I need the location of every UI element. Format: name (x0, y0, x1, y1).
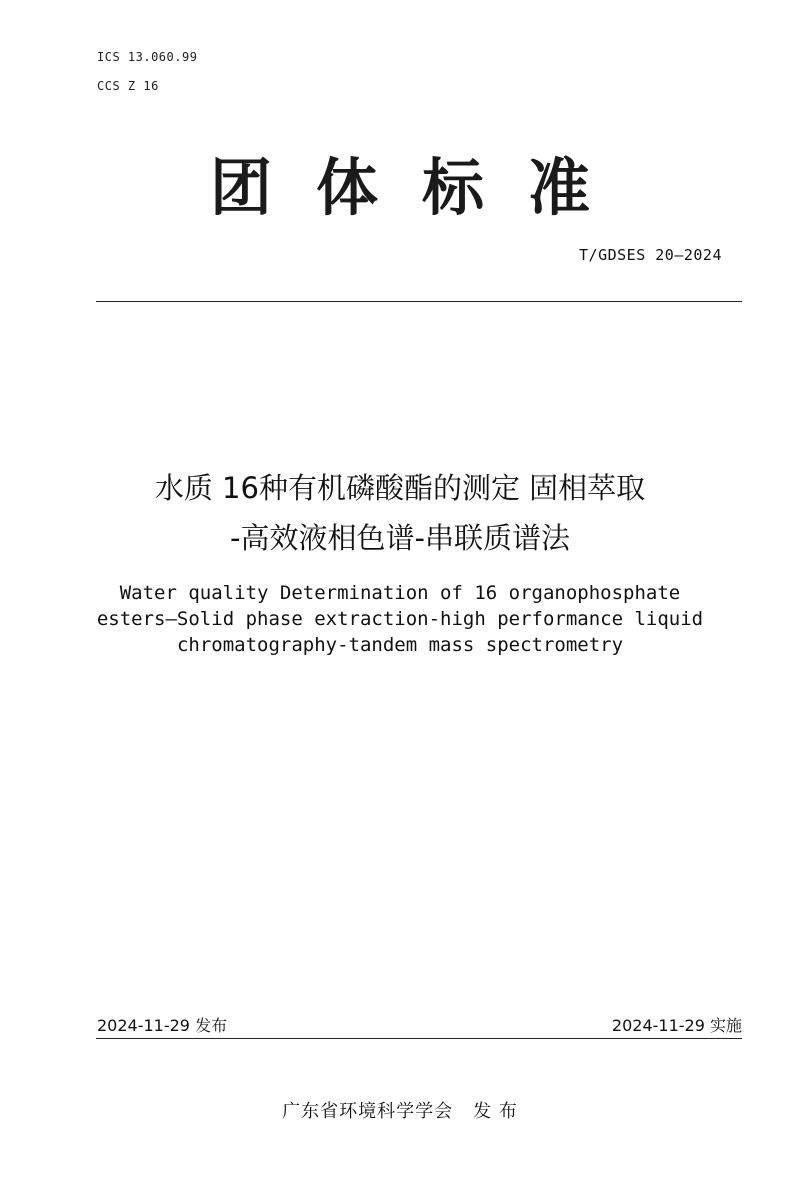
top-divider (96, 301, 742, 302)
publisher-action: 发 布 (473, 1101, 518, 1122)
standard-code: T/GDSES 20—2024 (579, 246, 722, 264)
ccs-code: CCS Z 16 (97, 79, 159, 93)
english-title-line-3: chromatography-tandem mass spectrometry (176, 634, 624, 656)
publisher-name: 广东省环境科学学会 (282, 1101, 454, 1122)
bottom-divider (96, 1038, 742, 1039)
english-title-line-2: esters—Solid phase extraction-high performance liquid (96, 608, 704, 630)
ics-code: ICS 13.060.99 (97, 50, 198, 64)
implementation-date: 2024-11-29 实施 (611, 1016, 742, 1035)
chinese-title-line-2: -高效液相色谱-串联质谱法 (230, 521, 570, 555)
chinese-title-line-1: 水质 16种有机磷酸酯的测定 固相萃取 (154, 471, 646, 505)
english-title-line-1: Water quality Determination of 16 organophosphate (119, 582, 681, 604)
document-type-title: 团体标准 (209, 151, 634, 224)
issue-date: 2024-11-29 发布 (97, 1016, 228, 1035)
publisher-line (0, 1097, 800, 1123)
